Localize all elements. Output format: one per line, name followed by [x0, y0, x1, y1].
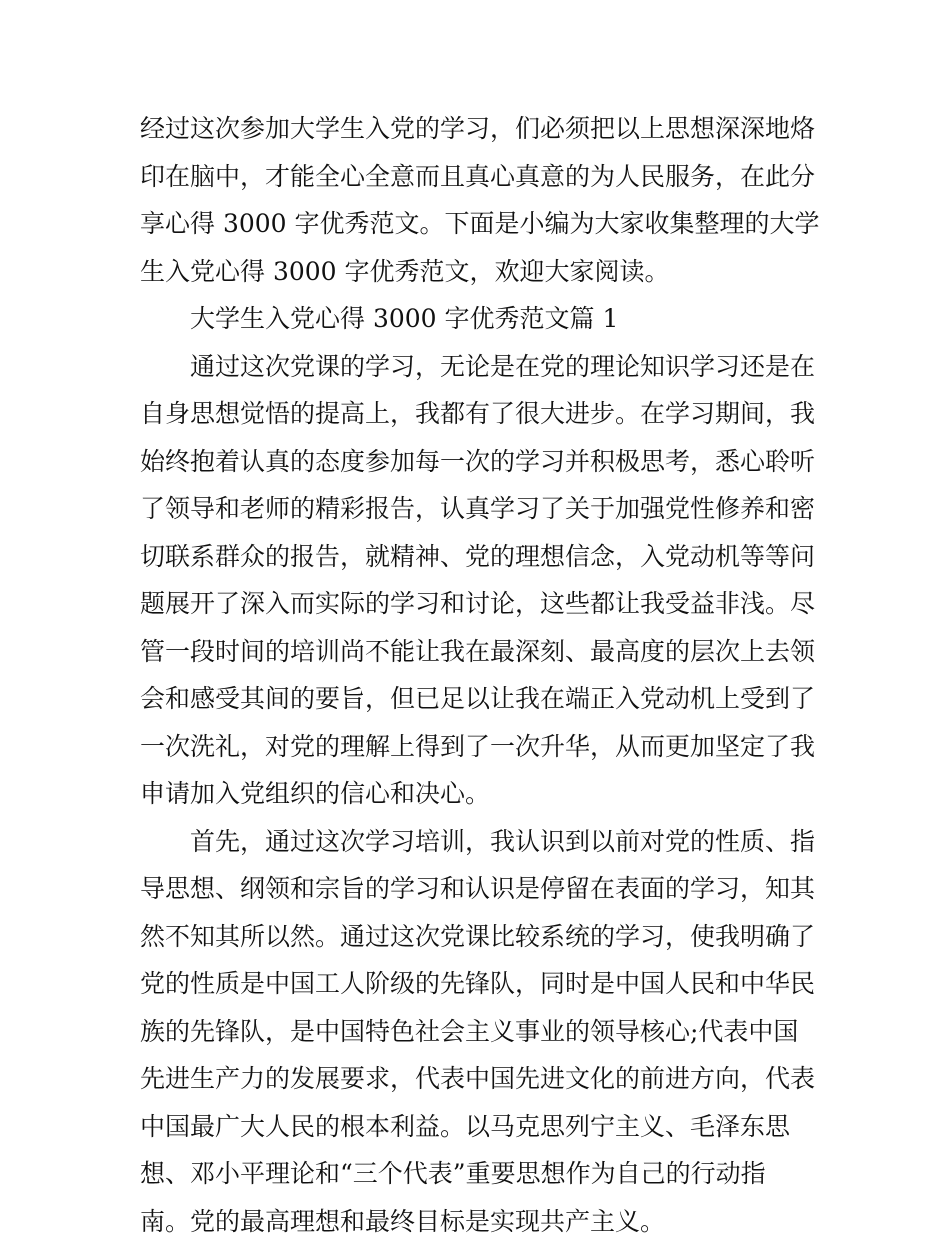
- text-line: 了领导和老师的精彩报告，认真学习了关于加强党性修养和密: [140, 485, 810, 533]
- text-line: 中国最广大人民的根本利益。以马克思列宁主义、毛泽东思: [140, 1103, 810, 1151]
- text-line: 然不知其所以然。通过这次党课比较系统的学习，使我明确了: [140, 913, 810, 961]
- text-line: 会和感受其间的要旨，但已足以让我在端正入党动机上受到了: [140, 675, 810, 723]
- text-line: 始终抱着认真的态度参加每一次的学习并积极思考，悉心聆听: [140, 438, 810, 486]
- text-line: 先进生产力的发展要求，代表中国先进文化的前进方向，代表: [140, 1055, 810, 1103]
- text-line: 切联系群众的报告，就精神、党的理想信念，入党动机等等问: [140, 533, 810, 581]
- text-line: 经过这次参加大学生入党的学习，们必须把以上思想深深地烙: [140, 105, 810, 153]
- text-line: 管一段时间的培训尚不能让我在最深刻、最高度的层次上去领: [140, 628, 810, 676]
- text-line: 一次洗礼，对党的理解上得到了一次升华，从而更加坚定了我: [140, 723, 810, 771]
- text-line: 首先，通过这次学习培训，我认识到以前对党的性质、指: [140, 818, 810, 866]
- text-line: 印在脑中，才能全心全意而且真心真意的为人民服务，在此分: [140, 153, 810, 201]
- text-line: 通过这次党课的学习，无论是在党的理论知识学习还是在: [140, 343, 810, 391]
- text-line: 享心得 3000 字优秀范文。下面是小编为大家收集整理的大学: [140, 200, 810, 248]
- text-line: 想、邓小平理论和“三个代表”重要思想作为自己的行动指: [140, 1150, 810, 1198]
- text-line: 党的性质是中国工人阶级的先锋队，同时是中国人民和中华民: [140, 960, 810, 1008]
- text-line: 导思想、纲领和宗旨的学习和认识是停留在表面的学习，知其: [140, 865, 810, 913]
- text-line: 题展开了深入而实际的学习和讨论，这些都让我受益非浅。尽: [140, 580, 810, 628]
- text-line: 南。党的最高理想和最终目标是实现共产主义。: [140, 1198, 810, 1245]
- text-line: 族的先锋队，是中国特色社会主义事业的领导核心;代表中国: [140, 1008, 810, 1056]
- text-line: 自身思想觉悟的提高上，我都有了很大进步。在学习期间，我: [140, 390, 810, 438]
- text-line: 生入党心得 3000 字优秀范文，欢迎大家阅读。: [140, 248, 810, 296]
- text-line: 申请加入党组织的信心和决心。: [140, 770, 810, 818]
- section-heading: 大学生入党心得 3000 字优秀范文篇 1: [140, 295, 810, 343]
- document-body: [140, 105, 810, 1245]
